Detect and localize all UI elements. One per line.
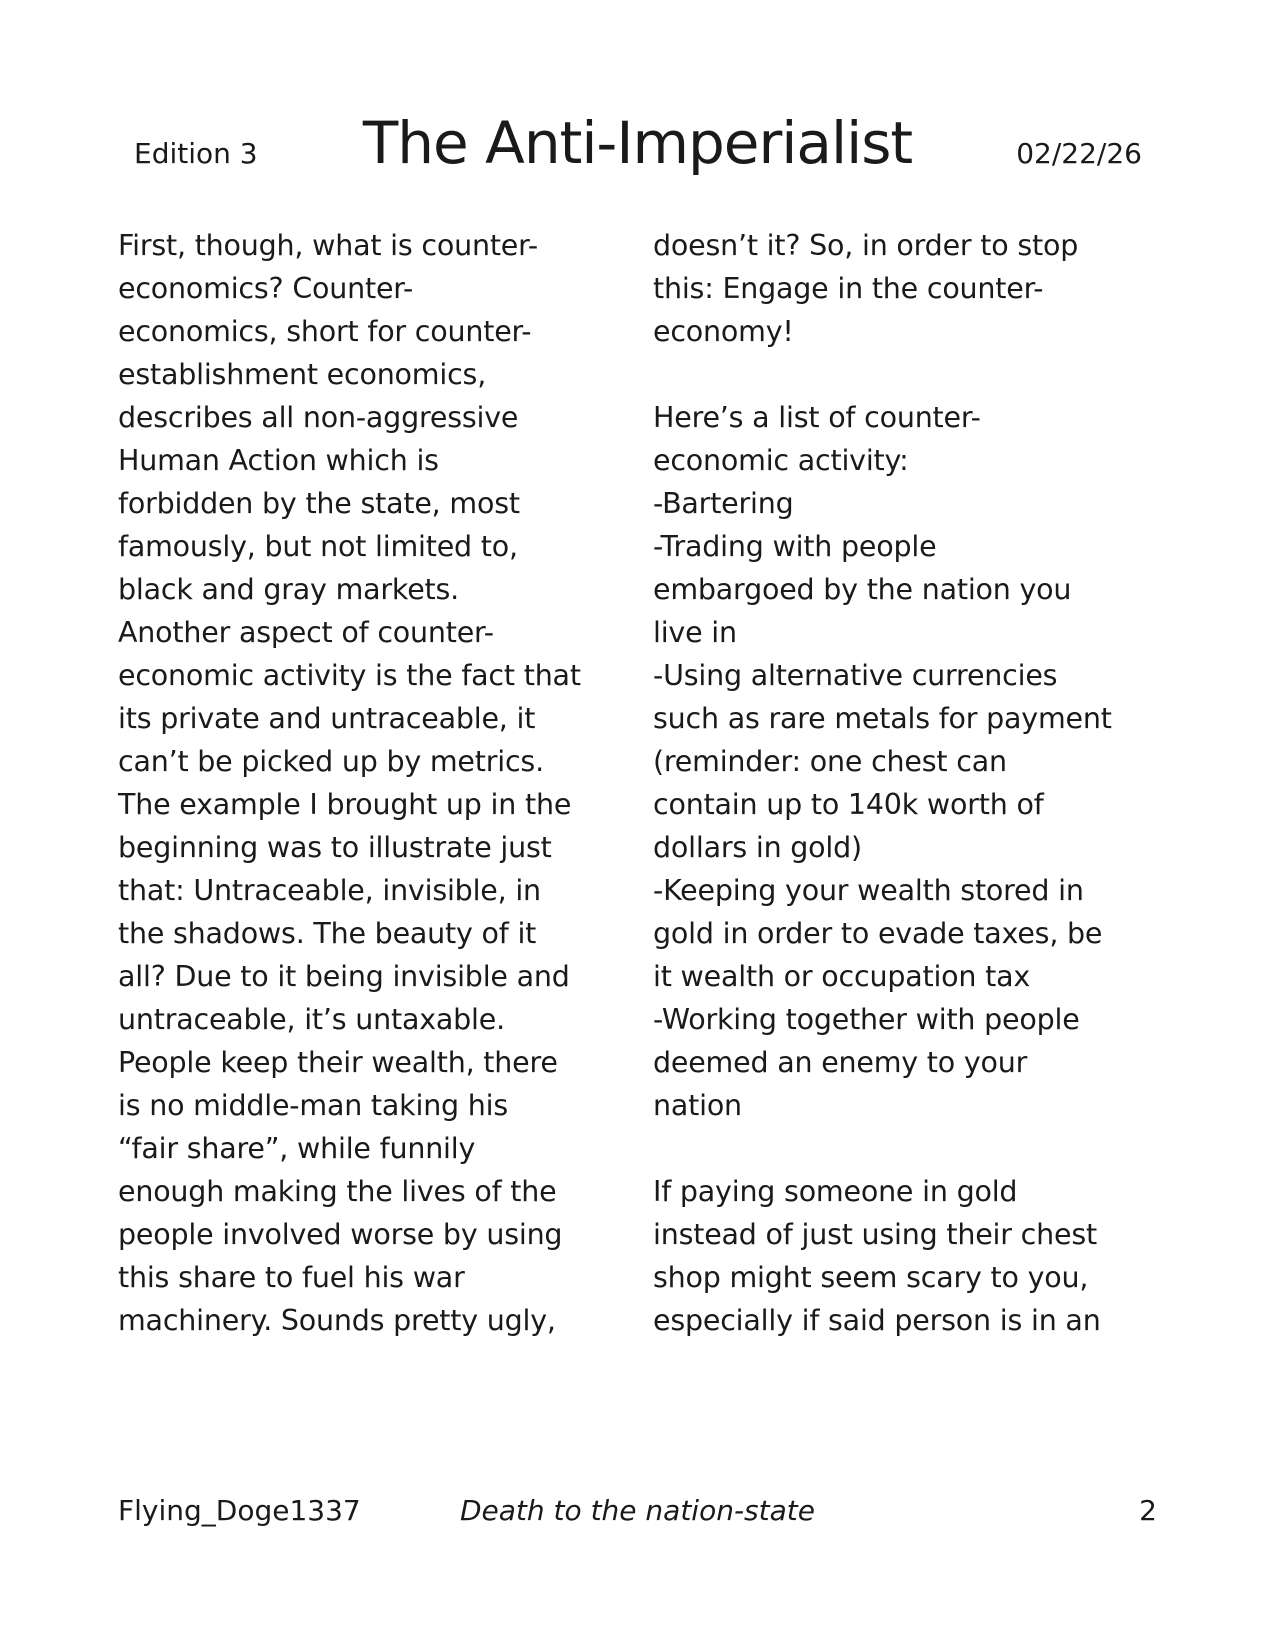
footer-author: Flying_Doge1337	[118, 1494, 361, 1527]
text-line: it wealth or occupation tax	[653, 960, 1031, 993]
text-line: this share to fuel his war	[118, 1261, 465, 1294]
text-line: all? Due to it being invisible and	[118, 960, 570, 993]
text-line: machinery. Sounds pretty ugly,	[118, 1304, 556, 1337]
text-line: Another aspect of counter-	[118, 616, 494, 649]
text-line: especially if said person is in an	[653, 1304, 1101, 1337]
text-line: If paying someone in gold	[653, 1175, 1018, 1208]
edition-label: Edition 3	[134, 137, 258, 170]
text-line: Human Action which is	[118, 444, 439, 477]
page-footer	[118, 1494, 1157, 1527]
text-line: shop might seem scary to you,	[653, 1261, 1089, 1294]
text-line: that: Untraceable, invisible, in	[118, 874, 541, 907]
text-line: the shadows. The beauty of it	[118, 917, 537, 950]
text-line: The example I brought up in the	[118, 788, 572, 821]
text-line: beginning was to illustrate just	[118, 831, 552, 864]
text-line: dollars in gold)	[653, 831, 862, 864]
issue-date: 02/22/26	[1016, 137, 1142, 170]
text-line	[653, 353, 1157, 396]
text-line: economics, short for counter-	[118, 315, 532, 348]
text-line: establishment economics,	[118, 358, 487, 391]
text-line: economic activity:	[653, 444, 909, 477]
text-line: People keep their wealth, there	[118, 1046, 558, 1079]
text-line: nation	[653, 1089, 742, 1122]
page-header	[118, 110, 1157, 177]
text-line: live in	[653, 616, 737, 649]
text-line: can’t be picked up by metrics.	[118, 745, 544, 778]
text-line: -Using alternative currencies	[653, 659, 1058, 692]
text-line: people involved worse by using	[118, 1218, 563, 1251]
text-line: describes all non-aggressive	[118, 401, 519, 434]
column-left	[118, 224, 633, 1342]
text-line: -Trading with people	[653, 530, 937, 563]
text-line: contain up to 140k worth of	[653, 788, 1044, 821]
text-line: Here’s a list of counter-	[653, 401, 981, 434]
text-line: deemed an enemy to your	[653, 1046, 1028, 1079]
text-line: “fair share”, while funnily	[118, 1132, 476, 1165]
text-line: First, though, what is counter-	[118, 229, 538, 262]
text-line: gold in order to evade taxes, be	[653, 917, 1103, 950]
text-line: forbidden by the state, most	[118, 487, 520, 520]
text-line: is no middle-man taking his	[118, 1089, 509, 1122]
text-line: instead of just using their chest	[653, 1218, 1097, 1251]
text-line: economic activity is the fact that	[118, 659, 581, 692]
text-line: its private and untraceable, it	[118, 702, 536, 735]
text-line: famously, but not limited to,	[118, 530, 518, 563]
text-line: -Keeping your wealth stored in	[653, 874, 1084, 907]
text-line: doesn’t it? So, in order to stop	[653, 229, 1079, 262]
text-line: untraceable, it’s untaxable.	[118, 1003, 505, 1036]
column-right	[653, 224, 1157, 1342]
text-line	[653, 1127, 1157, 1170]
text-line: such as rare metals for payment	[653, 702, 1112, 735]
text-line: (reminder: one chest can	[653, 745, 1007, 778]
text-line: economics? Counter-	[118, 272, 414, 305]
text-line: -Bartering	[653, 487, 794, 520]
text-line: enough making the lives of the	[118, 1175, 557, 1208]
footer-page-number: 2	[1139, 1494, 1157, 1527]
text-line: this: Engage in the counter-	[653, 272, 1044, 305]
text-line: embargoed by the nation you	[653, 573, 1072, 606]
newsletter-title: The Anti-Imperialist	[362, 109, 913, 177]
text-line: -Working together with people	[653, 1003, 1080, 1036]
text-line: economy!	[653, 315, 794, 348]
text-line: black and gray markets.	[118, 573, 460, 606]
footer-motto: Death to the nation-state	[459, 1494, 815, 1527]
